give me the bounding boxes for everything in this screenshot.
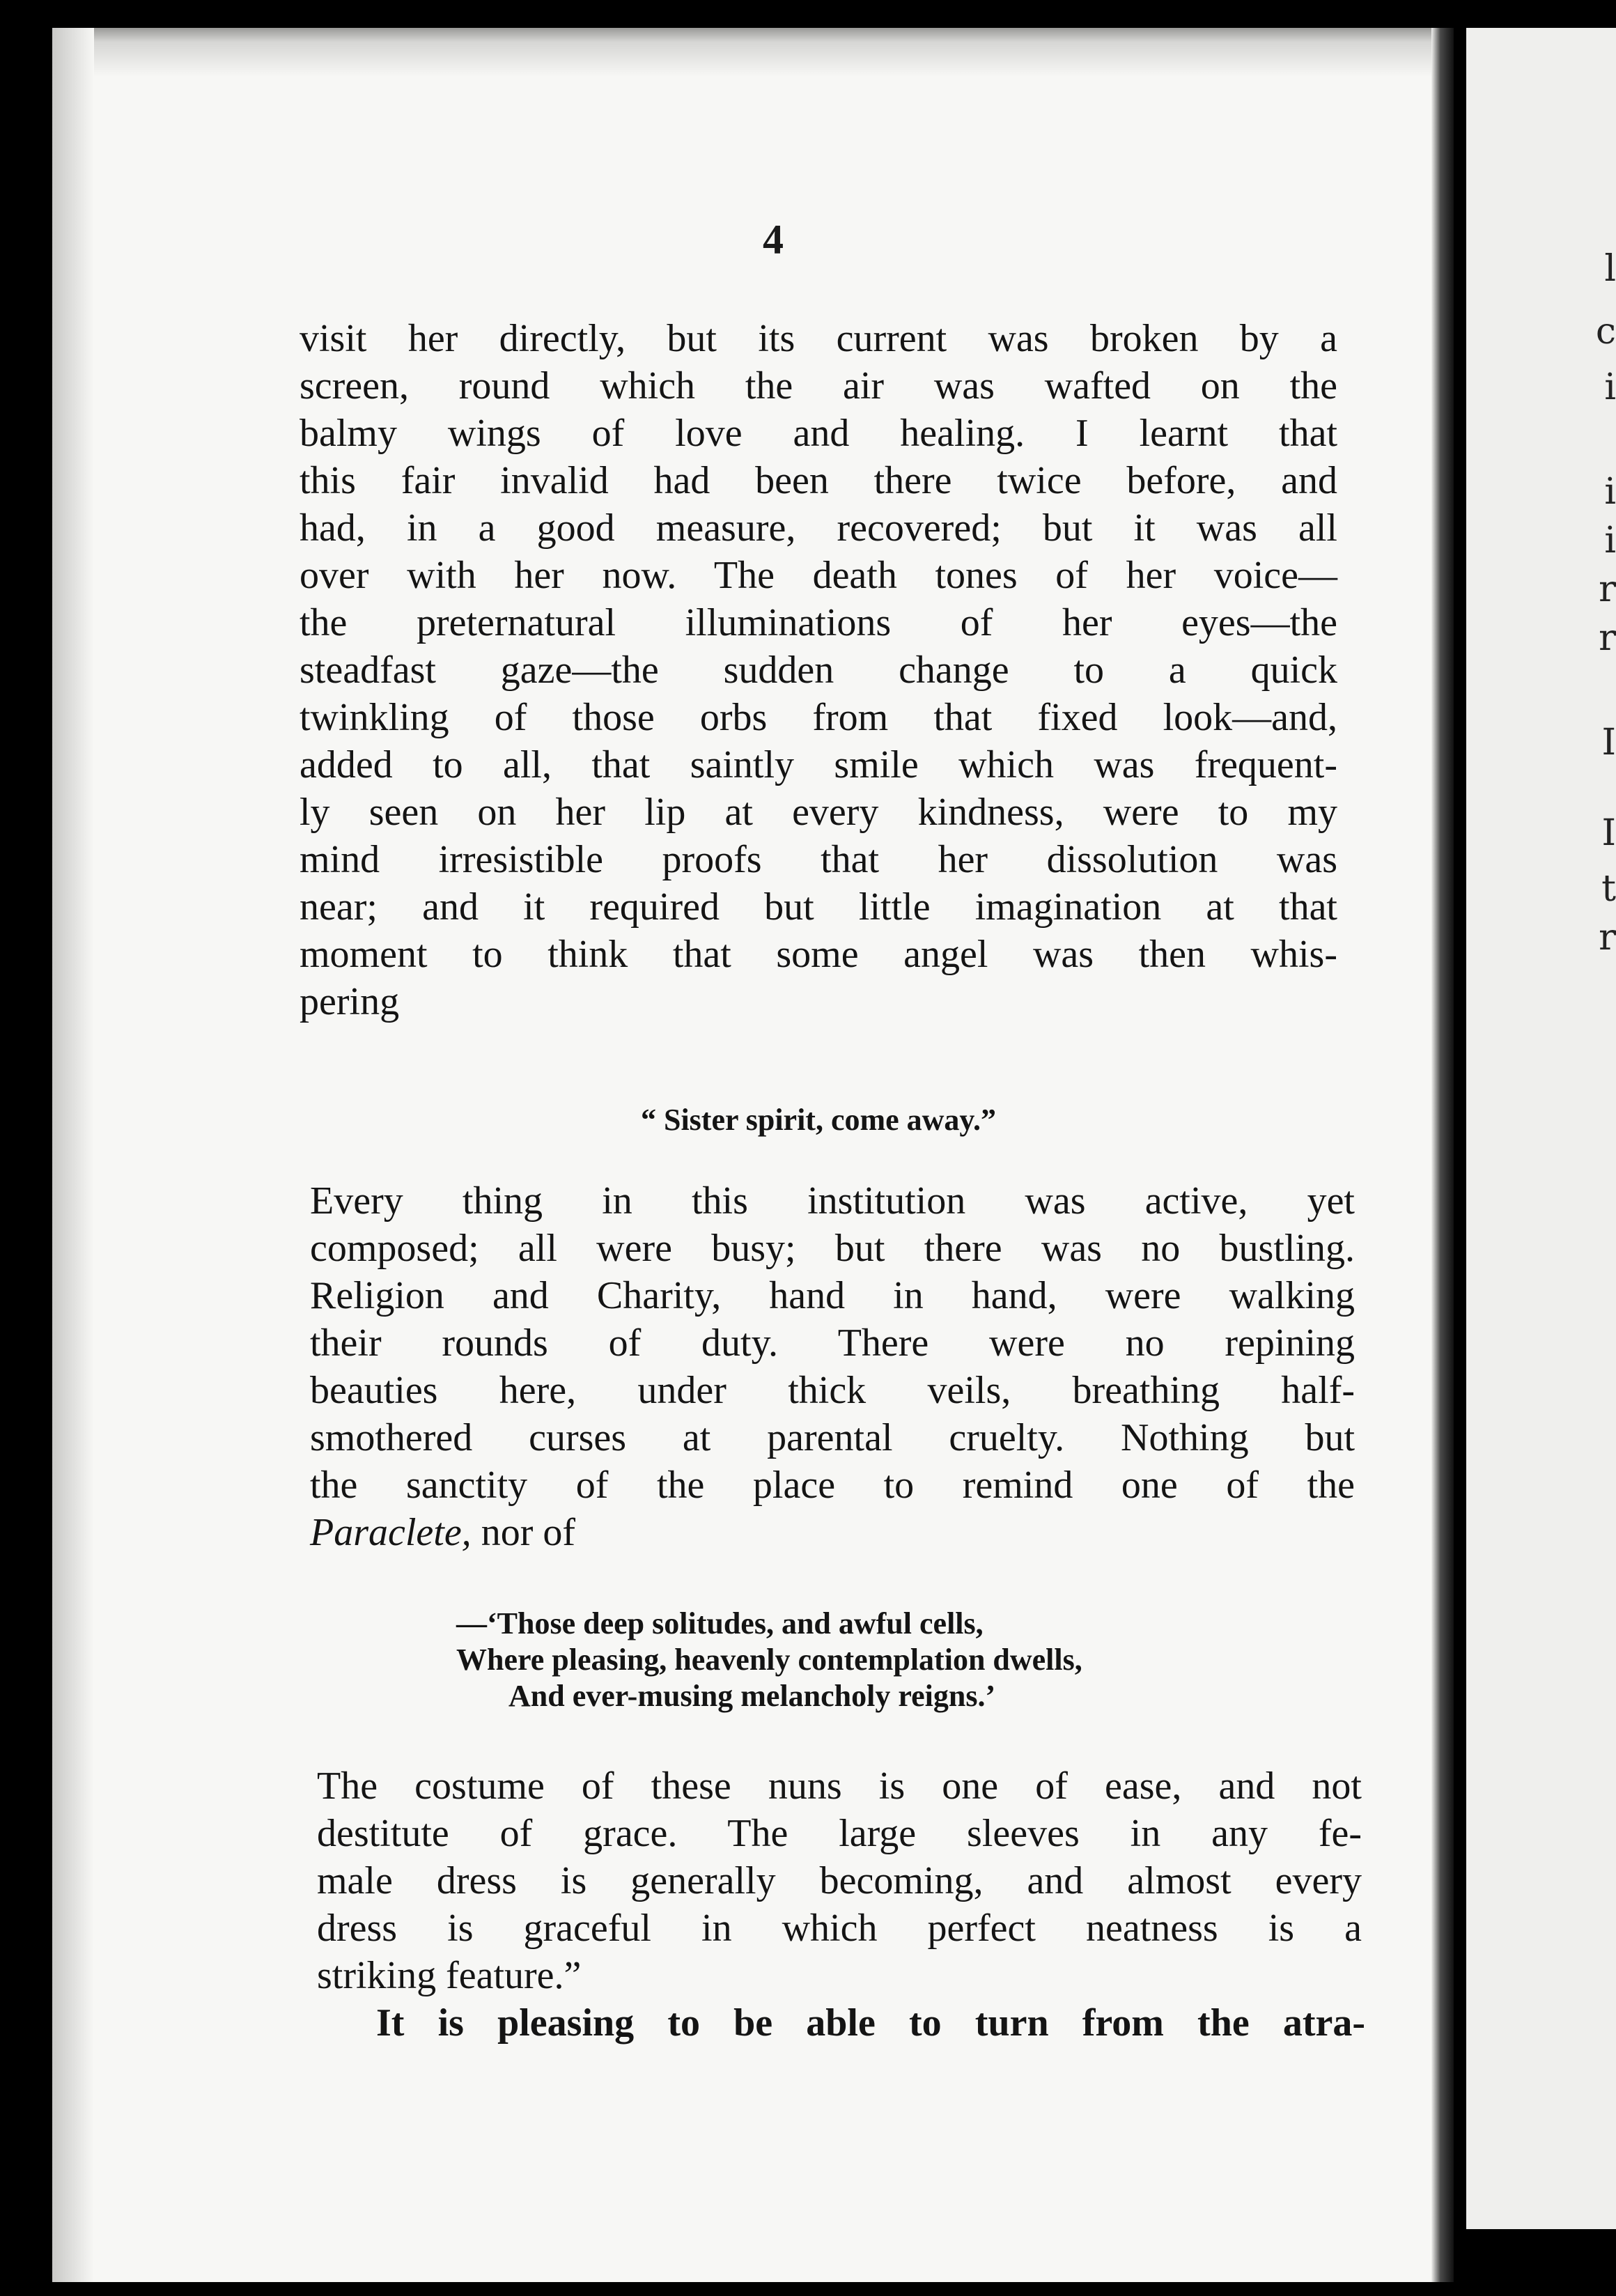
verse-line: And ever-musing melancholy reigns.’ — [508, 1679, 996, 1713]
text-line: Every thing in this institution was active, yet — [310, 1179, 1355, 1223]
adjacent-page-glyph: i — [1604, 471, 1616, 513]
text-line: added to all, that saintly smile which was frequent- — [300, 743, 1337, 786]
text-line: ly seen on her lip at every kindness, were to my — [300, 791, 1337, 834]
adjacent-page-glyph: t — [1601, 868, 1616, 910]
text-line: near; and it required but little imagination at that — [300, 885, 1337, 929]
paragraph-3 — [317, 1762, 1362, 1999]
text-line: beauties here, under thick veils, breathing half- — [310, 1369, 1355, 1412]
paragraph-1 — [300, 315, 1337, 1025]
text-line: twinkling of those orbs from that fixed look—and, — [300, 696, 1337, 739]
text-line: smothered curses at parental cruelty. Nothing but — [310, 1416, 1355, 1459]
page-number: 4 — [763, 217, 784, 263]
text-line: steadfast gaze—the sudden change to a quick — [300, 649, 1337, 692]
adjacent-page-glyph: r — [1599, 917, 1616, 959]
book-gutter — [1431, 28, 1454, 2282]
verse-line: —‘Those deep solitudes, and awful cells, — [456, 1606, 984, 1640]
text-line: had, in a good measure, recovered; but it was all — [300, 506, 1337, 550]
adjacent-page-glyph: i — [1604, 366, 1616, 408]
text-line: mind irresistible proofs that her dissolution was — [300, 838, 1337, 881]
adjacent-page-glyph: r — [1599, 617, 1616, 659]
paragraph-2 — [310, 1177, 1355, 1556]
text-line: dress is graceful in which perfect neatness is a — [317, 1907, 1362, 1950]
text-line: moment to think that some angel was then whis- — [300, 933, 1337, 976]
adjacent-page-glyph: r — [1599, 568, 1616, 610]
adjacent-page-glyph: l — [1604, 248, 1616, 290]
text-line: this fair invalid had been there twice before, and — [300, 459, 1337, 502]
adjacent-page-glyph: c — [1595, 311, 1616, 352]
verse-line: Where pleasing, heavenly contemplation dwells, — [456, 1643, 1082, 1677]
text-line: It is pleasing to be able to turn from the atra- — [376, 2001, 1365, 2045]
text-line: Religion and Charity, hand in hand, were walking — [310, 1274, 1355, 1317]
adjacent-page — [1466, 28, 1616, 2229]
page-left-shadow — [52, 28, 94, 2282]
text-line: visit her directly, but its current was broken by a — [300, 317, 1337, 360]
italic-word: Paraclete, — [310, 1511, 472, 1554]
text-line — [310, 1509, 1355, 1556]
text-line: The costume of these nuns is one of ease, and not — [317, 1764, 1362, 1808]
adjacent-page-glyph: I — [1601, 722, 1616, 763]
text-line: balmy wings of love and healing. I learnt that — [300, 412, 1337, 455]
text-line: composed; all were busy; but there was no bustling. — [310, 1227, 1355, 1270]
text-line: over with her now. The death tones of her voice— — [300, 554, 1337, 597]
text-line: the preternatural illuminations of her eyes—the — [300, 601, 1337, 644]
text-line: the sanctity of the place to remind one of the — [310, 1464, 1355, 1507]
text-line: striking feature.” — [317, 1954, 582, 1997]
text-line: male dress is generally becoming, and almost every — [317, 1859, 1362, 1902]
text-run: nor of — [471, 1511, 575, 1554]
page-top-shadow — [52, 28, 1454, 77]
adjacent-page-glyph: i — [1604, 520, 1616, 561]
adjacent-page-glyph: I — [1601, 812, 1616, 854]
quotation: “ Sister spirit, come away.” — [640, 1103, 997, 1137]
text-line: pering — [300, 980, 400, 1023]
text-line: their rounds of duty. There were no repining — [310, 1321, 1355, 1365]
paragraph-4 — [376, 1999, 1365, 2047]
text-line: screen, round which the air was wafted on the — [300, 364, 1337, 408]
text-line: destitute of grace. The large sleeves in any fe- — [317, 1812, 1362, 1855]
